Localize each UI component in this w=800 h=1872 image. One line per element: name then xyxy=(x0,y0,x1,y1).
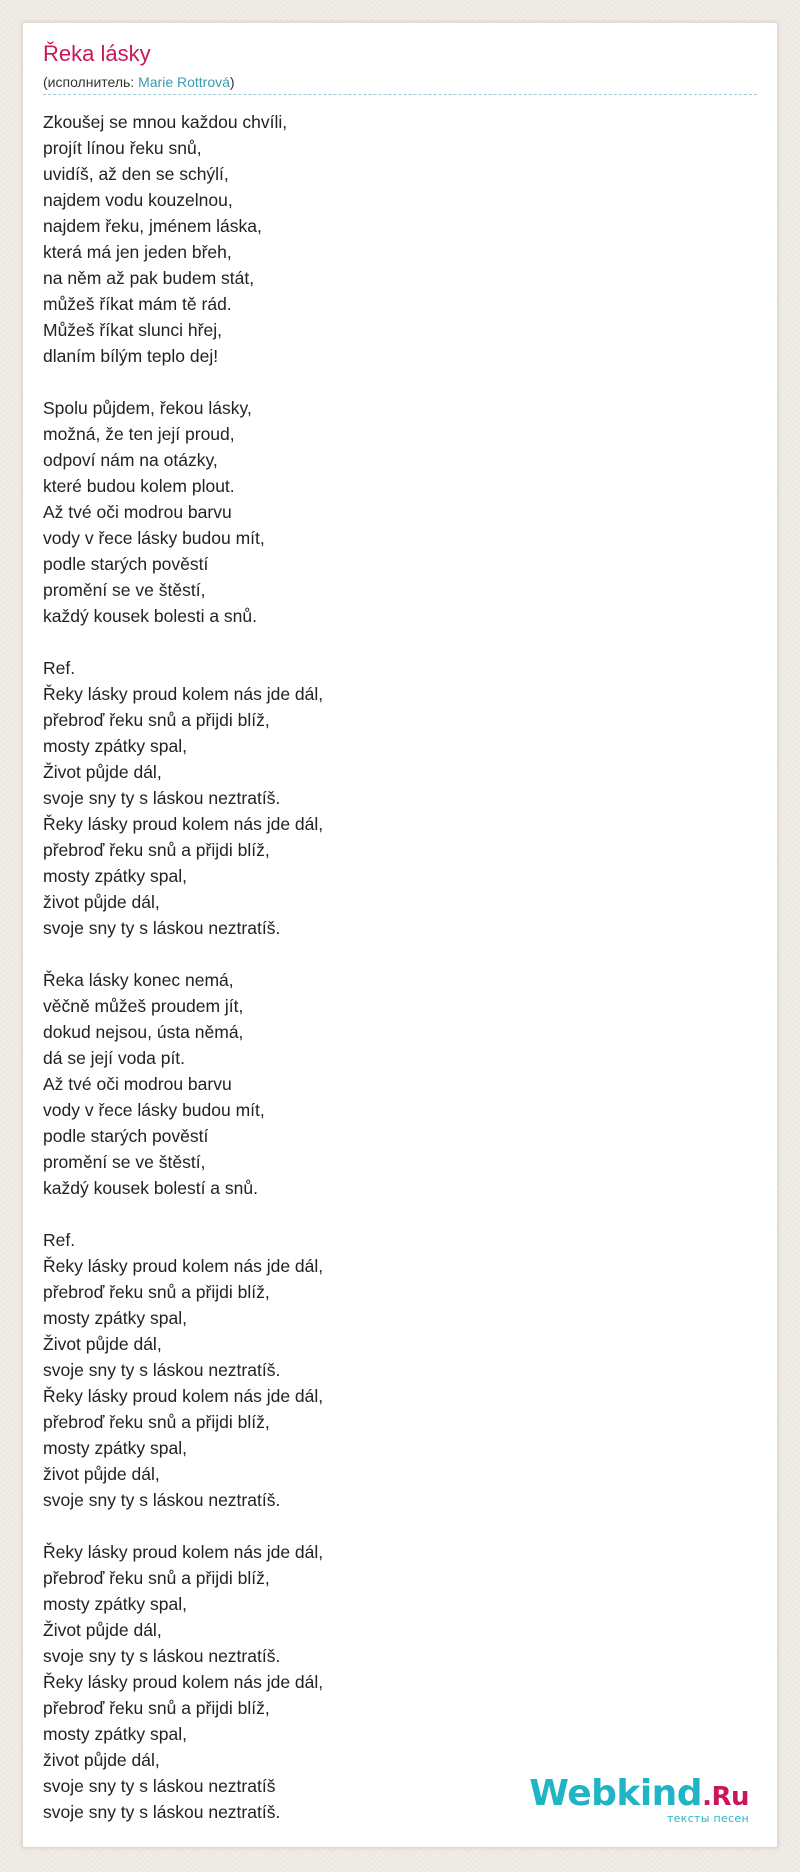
lyric-line: Řeky lásky proud kolem nás jde dál, xyxy=(43,1256,324,1276)
site-logo[interactable] xyxy=(529,1775,749,1825)
lyric-line: přebroď řeku snů a přijdi blíž, xyxy=(43,840,270,860)
lyric-line: která má jen jeden břeh, xyxy=(43,242,232,262)
lyric-line: každý kousek bolestí a snů. xyxy=(43,1178,258,1198)
logo-main-text: Webkind xyxy=(529,1773,703,1814)
lyric-line: Řeky lásky proud kolem nás jde dál, xyxy=(43,1672,324,1692)
lyric-line: najdem řeku, jménem láska, xyxy=(43,216,262,236)
lyric-line: Řeky lásky proud kolem nás jde dál, xyxy=(43,1386,324,1406)
lyric-line: Můžeš říkat slunci hřej, xyxy=(43,320,222,340)
lyric-line: Řeky lásky proud kolem nás jde dál, xyxy=(43,684,324,704)
artist-line xyxy=(43,73,757,95)
lyric-line: odpoví nám na otázky, xyxy=(43,450,218,470)
lyric-line: svoje sny ty s láskou neztratíš xyxy=(43,1776,276,1796)
lyric-line: mosty zpátky spal, xyxy=(43,1724,187,1744)
lyric-line: mosty zpátky spal, xyxy=(43,1594,187,1614)
lyric-line: přebroď řeku snů a přijdi blíž, xyxy=(43,1698,270,1718)
lyric-line: možná, že ten její proud, xyxy=(43,424,235,444)
lyrics-card xyxy=(22,22,778,1848)
lyric-line: každý kousek bolesti a snů. xyxy=(43,606,258,626)
lyric-line: přebroď řeku snů a přijdi blíž, xyxy=(43,1412,270,1432)
stanza-break xyxy=(43,369,757,395)
lyric-line: vody v řece lásky budou mít, xyxy=(43,1100,265,1120)
lyric-line: můžeš říkat mám tě rád. xyxy=(43,294,232,314)
lyric-line: Zkoušej se mnou každou chvíli, xyxy=(43,112,288,132)
stanza-break xyxy=(43,941,757,967)
lyric-line: svoje sny ty s láskou neztratíš. xyxy=(43,1360,281,1380)
lyric-line: promění se ve štěstí, xyxy=(43,1152,206,1172)
lyric-line: podle starých pověstí xyxy=(43,554,209,574)
lyric-line: přebroď řeku snů a přijdi blíž, xyxy=(43,1568,270,1588)
lyric-line: mosty zpátky spal, xyxy=(43,1438,187,1458)
lyric-line: svoje sny ty s láskou neztratíš. xyxy=(43,918,281,938)
stanza-break xyxy=(43,1201,757,1227)
lyric-line: přebroď řeku snů a přijdi blíž, xyxy=(43,1282,270,1302)
lyric-line: Až tvé oči modrou barvu xyxy=(43,1074,232,1094)
lyric-line: Ref. xyxy=(43,1230,76,1250)
lyric-line: uvidíš, až den se schýlí, xyxy=(43,164,229,184)
lyric-line: věčně můžeš proudem jít, xyxy=(43,996,244,1016)
lyric-line: svoje sny ty s láskou neztratíš. xyxy=(43,1490,281,1510)
lyric-line: Řeky lásky proud kolem nás jde dál, xyxy=(43,814,324,834)
lyric-line: vody v řece lásky budou mít, xyxy=(43,528,265,548)
artist-link[interactable]: Marie Rottrová xyxy=(138,74,230,90)
lyric-line: dlaním bílým teplo dej! xyxy=(43,346,219,366)
lyric-line: najdem vodu kouzelnou, xyxy=(43,190,233,210)
lyric-line: Řeky lásky proud kolem nás jde dál, xyxy=(43,1542,324,1562)
lyric-line: svoje sny ty s láskou neztratíš. xyxy=(43,788,281,808)
stanza-break xyxy=(43,629,757,655)
lyric-line: podle starých pověstí xyxy=(43,1126,209,1146)
logo-suffix-text: .Ru xyxy=(702,1782,749,1812)
lyric-line: které budou kolem plout. xyxy=(43,476,235,496)
lyric-line: přebroď řeku snů a přijdi blíž, xyxy=(43,710,270,730)
lyric-line: Až tvé oči modrou barvu xyxy=(43,502,232,522)
lyrics-text xyxy=(43,109,757,1825)
lyric-line: svoje sny ty s láskou neztratíš. xyxy=(43,1646,281,1666)
stanza-break xyxy=(43,1513,757,1539)
logo-tagline: тексты песен xyxy=(666,1812,749,1825)
lyric-line: mosty zpátky spal, xyxy=(43,1308,187,1328)
song-title: Řeka lásky xyxy=(43,41,151,66)
lyric-line: dá se její voda pít. xyxy=(43,1048,186,1068)
lyric-line: na něm až pak budem stát, xyxy=(43,268,255,288)
lyric-line: svoje sny ty s láskou neztratíš. xyxy=(43,1802,281,1822)
lyric-line: dokud nejsou, ústa němá, xyxy=(43,1022,244,1042)
lyric-line: Život půjde dál, xyxy=(43,762,162,782)
lyric-line: promění se ve štěstí, xyxy=(43,580,206,600)
lyric-line: projít línou řeku snů, xyxy=(43,138,202,158)
lyric-line: Řeka lásky konec nemá, xyxy=(43,970,234,990)
lyric-line: Spolu půjdem, řekou lásky, xyxy=(43,398,252,418)
lyric-line: život půjde dál, xyxy=(43,1464,160,1484)
lyric-line: Ref. xyxy=(43,658,76,678)
lyric-line: život půjde dál, xyxy=(43,1750,160,1770)
lyric-line: život půjde dál, xyxy=(43,892,160,912)
artist-suffix: ) xyxy=(229,74,235,90)
logo-wordmark xyxy=(529,1775,749,1816)
lyric-line: Život půjde dál, xyxy=(43,1620,162,1640)
lyric-line: mosty zpátky spal, xyxy=(43,736,187,756)
lyric-line: Život půjde dál, xyxy=(43,1334,162,1354)
lyric-line: mosty zpátky spal, xyxy=(43,866,187,886)
artist-prefix: (исполнитель: xyxy=(43,74,139,90)
